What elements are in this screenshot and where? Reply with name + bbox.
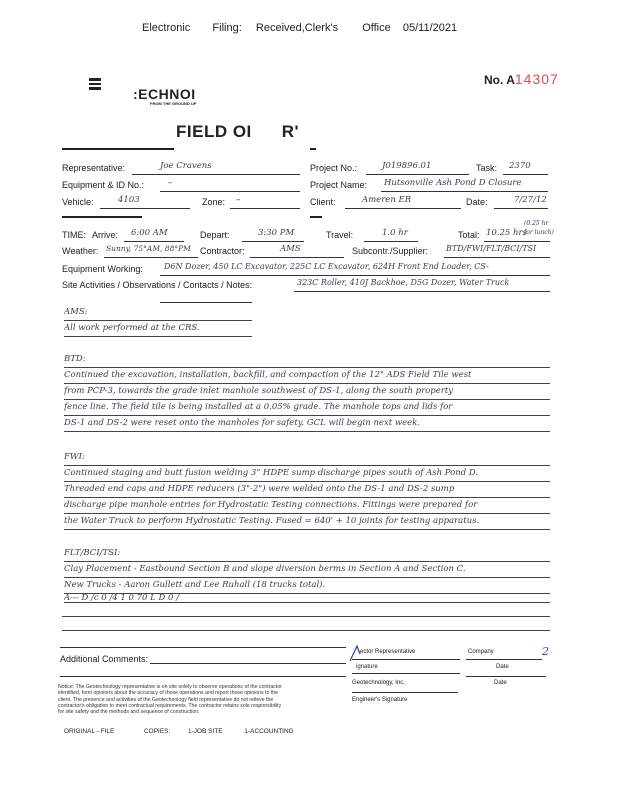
- representative-label: Representative:: [62, 163, 126, 173]
- section-line: Continued the excavation, installation, backfill, and compaction of the 12" ADS Field Tile west: [64, 368, 550, 384]
- section-flt-bci-tsi: [64, 546, 550, 603]
- task-label: Task:: [476, 163, 498, 173]
- total-value[interactable]: 10.25 hrs: [486, 228, 527, 238]
- total-note-bottom: for lunch): [524, 229, 554, 236]
- stamp-filing: Filing:: [212, 22, 242, 34]
- date-label-1: Date: [496, 664, 509, 670]
- section-line: All work performed at the CRS.: [64, 321, 252, 337]
- section-line: A--- D /c 0 /4 1 0 70 L D 0 /: [64, 594, 550, 603]
- form-title-main: FIELD OI: [176, 122, 252, 141]
- divider-right: [310, 216, 322, 218]
- stamp-received: Received,Clerk's: [255, 22, 339, 34]
- notice-line: client. The presence and activities of the Geotechnology field representative do not relieve the: [58, 696, 274, 703]
- logo-name: :ECHNOI: [133, 86, 196, 102]
- total-note-top: (0.25 hr: [524, 220, 549, 227]
- depart-value[interactable]: 3:30 PM: [258, 228, 295, 238]
- travel-value[interactable]: 1.0 hr: [382, 228, 408, 238]
- copies-label: COPIES:: [143, 728, 171, 735]
- section-line: from PCP-3, towards the grade inlet manhole southwest of DS-1, along the south property: [64, 384, 550, 400]
- section-fwi: [64, 450, 550, 530]
- site-activities-value[interactable]: 323C Roller, 410J Backhoe, D5G Dozer, Water Truck: [297, 278, 510, 287]
- project-name-value[interactable]: Hutsonville Ash Pond D Closure: [384, 178, 522, 188]
- section-line: Threaded end caps and HDPE reducers (3"-2") were welded onto the DS-1 and DS-2 sump: [64, 482, 550, 498]
- header-bar-right: [310, 148, 316, 150]
- notice-line: contractor's obligation to meet contractual requirements. The contractor retains sole responsibility: [58, 702, 282, 709]
- notice-line: identified, form opinions about the accuracy of those operations and report those opinions to the: [58, 690, 279, 697]
- date-label-2: Date: [494, 680, 507, 686]
- subcontractor-value[interactable]: BTD/FWI/FLT/BCI/TSI: [446, 244, 537, 253]
- total-label: Total:: [458, 230, 480, 240]
- equipment-id-label: Equipment & ID No.:: [62, 180, 145, 190]
- company-label: Company: [468, 649, 494, 655]
- task-value[interactable]: 2370: [509, 161, 531, 171]
- contractor-label: Contractor:: [200, 246, 245, 256]
- equipment-id-value[interactable]: –: [168, 178, 173, 188]
- copies-original: ORIGINAL - FILE: [64, 728, 115, 735]
- section-line: DS-1 and DS-2 were reset onto the manholes for safety. GCL will begin next week.: [64, 416, 550, 432]
- notice-line: Notice: The Geotechnology representative is on site solely to observe operations of the contractor: [58, 684, 282, 690]
- equipment-working-label: Equipment Working:: [62, 264, 143, 274]
- form-title-tail: R': [281, 122, 300, 141]
- weather-label: Weather:: [62, 246, 99, 256]
- geotechnology-label: Geotechnology, Inc.: [352, 680, 405, 686]
- divider-left: [62, 216, 142, 218]
- date-value[interactable]: 7/27/12: [514, 195, 547, 205]
- section-line: discharge pipe manhole entries for Hydrostatic Testing connections. Fittings were prepared for: [64, 498, 550, 514]
- inspector-representative-label: ector Representative: [360, 649, 416, 655]
- section-heading: BTD:: [64, 352, 550, 368]
- blue-mark: 2: [542, 645, 549, 658]
- stamp-date: 05/11/2021: [402, 22, 458, 34]
- site-activities-label: Site Activities / Observations / Contacts / Notes:: [62, 280, 253, 290]
- subcontractor-label: Subcontr./Supplier:: [352, 246, 429, 256]
- representative-value[interactable]: Joe Cravens: [160, 161, 212, 171]
- contractor-value[interactable]: AMS: [280, 244, 301, 254]
- filing-stamp: [142, 22, 457, 34]
- zone-value[interactable]: –: [236, 195, 241, 205]
- copies-footer: [64, 728, 294, 735]
- report-number: [484, 71, 559, 87]
- header-bar-left: [62, 148, 174, 150]
- section-heading: AMS:: [64, 305, 252, 321]
- zone-label: Zone:: [202, 197, 226, 207]
- section-line: Continued staging and butt fusion welding 3" HDPE sump discharge pipes south of Ash Pond D.: [64, 466, 550, 482]
- project-name-label: Project Name:: [310, 180, 368, 190]
- vehicle-value[interactable]: 4103: [118, 195, 140, 205]
- report-number-label: No. A: [484, 73, 515, 87]
- section-heading: FLT/BCI/TSI:: [64, 546, 550, 562]
- notice-block: [58, 684, 282, 715]
- engineer-signature-label: Engineer's Signature: [352, 697, 408, 703]
- section-line: Clay Placement - Eastbound Section B and slope diversion berms in Section A and Section C.: [64, 562, 550, 578]
- logo-tagline: FROM THE GROUND UP: [150, 101, 197, 106]
- time-label: TIME:: [62, 230, 86, 240]
- additional-comments-label: Additional Comments:: [60, 654, 149, 664]
- project-no-value[interactable]: J019896.01: [382, 161, 432, 171]
- section-line: fence line. The field tile is being installed at a 0.05% grade. The manhole tops and lids for: [64, 400, 550, 416]
- vehicle-label: Vehicle:: [62, 197, 94, 207]
- equipment-working-value[interactable]: D6N Dozer, 450 LC Excavator, 225C LC Excavator, 624H Front End Loader, CS-: [164, 262, 489, 271]
- stamp-office: Office: [362, 22, 391, 34]
- copies-job-site: 1-JOB SITE: [187, 728, 223, 735]
- project-no-label: Project No.:: [310, 163, 358, 173]
- stamp-electronic: Electronic: [142, 22, 191, 34]
- weather-value[interactable]: Sunny, 75°AM, 88°PM: [106, 244, 191, 253]
- report-number-value: 14307: [514, 71, 559, 87]
- logo-mark-icon: [89, 77, 101, 95]
- company-logo: [133, 86, 196, 106]
- section-btd: [64, 352, 550, 432]
- client-label: Client:: [310, 197, 336, 207]
- client-value[interactable]: Ameren ER: [362, 195, 412, 205]
- section-ams: [64, 305, 550, 337]
- arrive-label: Arrive:: [92, 230, 119, 240]
- section-line: the Water Truck to perform Hydrostatic Testing. Fused = 640' + 10 joints for testing apparatus.: [64, 514, 550, 530]
- travel-label: Travel:: [326, 230, 354, 240]
- form-title: [176, 122, 299, 142]
- section-heading: FWI:: [64, 450, 550, 466]
- notice-line: for site safety and the methods and sequence of construction.: [58, 709, 200, 716]
- depart-label: Depart:: [200, 230, 230, 240]
- copies-accounting: 1-ACCOUNTING: [244, 728, 294, 735]
- section-line: New Trucks - Aaron Gullett and Lee Ruhall (18 trucks total).: [64, 578, 550, 594]
- signature-label: ignature: [356, 664, 378, 670]
- arrive-value[interactable]: 6:00 AM: [131, 228, 168, 238]
- date-label: Date:: [466, 197, 488, 207]
